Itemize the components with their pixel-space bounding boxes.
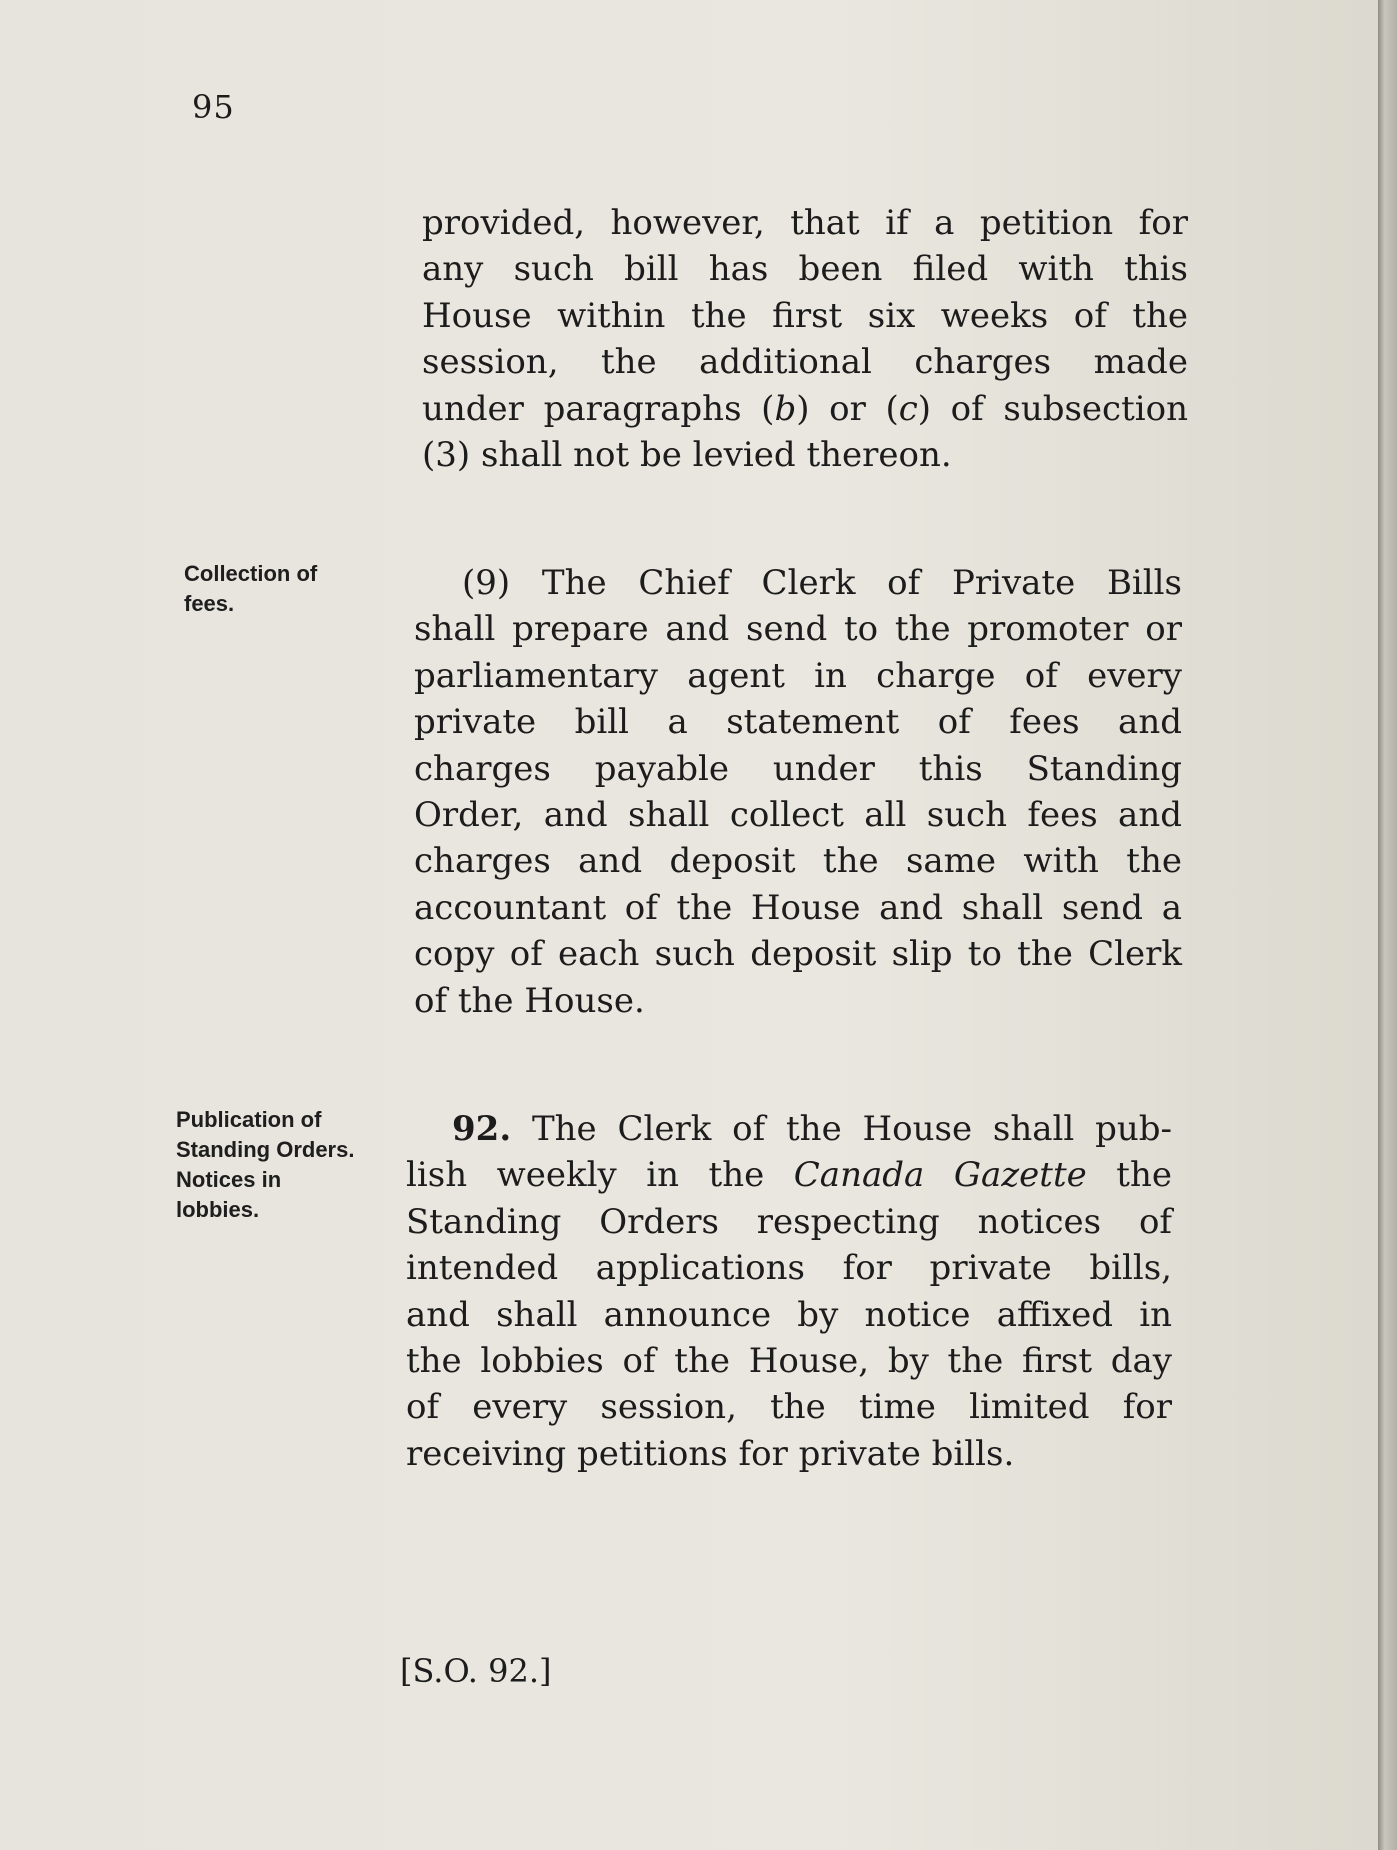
text-line: provided, however, that if a petition for bbox=[422, 203, 1188, 243]
text-line: any such bill has been filed with this bbox=[422, 249, 1188, 290]
text-line: Standing Orders respecting notices of bbox=[406, 1201, 1172, 1242]
text-line: of the House. bbox=[414, 980, 645, 1021]
sidenote-line: Standing Orders. bbox=[176, 1137, 355, 1162]
page-number: 95 bbox=[192, 88, 235, 126]
standing-order-reference: [S.O. 92.] bbox=[400, 1652, 552, 1690]
text-line: private bill a statement of fees and bbox=[414, 702, 1182, 743]
text-segment: The Clerk of the House shall pub- bbox=[531, 1109, 1172, 1149]
text-line: lish weekly in the Canada Gazette the bbox=[406, 1155, 1172, 1196]
sidenote-line: Collection of bbox=[184, 561, 318, 586]
text-line: accountant of the House and shall send a bbox=[414, 887, 1182, 928]
sidenote-line: Publication of bbox=[176, 1107, 322, 1132]
paragraph-continuation bbox=[422, 200, 1188, 478]
text-line: charges and deposit the same with the bbox=[414, 841, 1182, 882]
text-line: receiving petitions for private bills. bbox=[406, 1433, 1015, 1474]
text-line: (3) shall not be levied thereon. bbox=[422, 435, 952, 476]
text-line: copy of each such deposit slip to the Clerk bbox=[414, 934, 1182, 975]
text-line: of every session, the time limited for bbox=[406, 1387, 1172, 1428]
sidenote-line: lobbies. bbox=[176, 1197, 260, 1222]
text-line: under paragraphs (b) or (c) of subsection bbox=[422, 388, 1188, 429]
sidenote-line: Notices in bbox=[176, 1167, 282, 1192]
text-line: intended applications for private bills, bbox=[406, 1248, 1172, 1289]
sidenote-collection-of-fees bbox=[184, 559, 317, 619]
paragraph-standing-order-92 bbox=[406, 1106, 1172, 1477]
text-line bbox=[406, 1106, 1172, 1152]
paragraph-subsection-9 bbox=[414, 560, 1182, 1024]
text-line: session, the additional charges made bbox=[422, 342, 1188, 383]
text-line: parliamentary agent in charge of every bbox=[414, 655, 1182, 696]
text-line: and shall announce by notice affixed in bbox=[406, 1294, 1172, 1335]
sidenote-publication-of-standing-orders bbox=[176, 1105, 354, 1225]
text-line: charges payable under this Standing bbox=[414, 748, 1182, 789]
standing-order-number: 92. bbox=[452, 1109, 512, 1149]
text-line: House within the first six weeks of the bbox=[422, 295, 1188, 336]
text-line: shall prepare and send to the promoter or bbox=[414, 609, 1182, 650]
text-line: Order, and shall collect all such fees and bbox=[414, 795, 1182, 836]
text-line: (9) The Chief Clerk of Private Bills bbox=[462, 563, 1182, 603]
sidenote-line: fees. bbox=[184, 591, 235, 616]
page-edge bbox=[1378, 0, 1397, 1850]
text-line: the lobbies of the House, by the first day bbox=[406, 1341, 1172, 1382]
